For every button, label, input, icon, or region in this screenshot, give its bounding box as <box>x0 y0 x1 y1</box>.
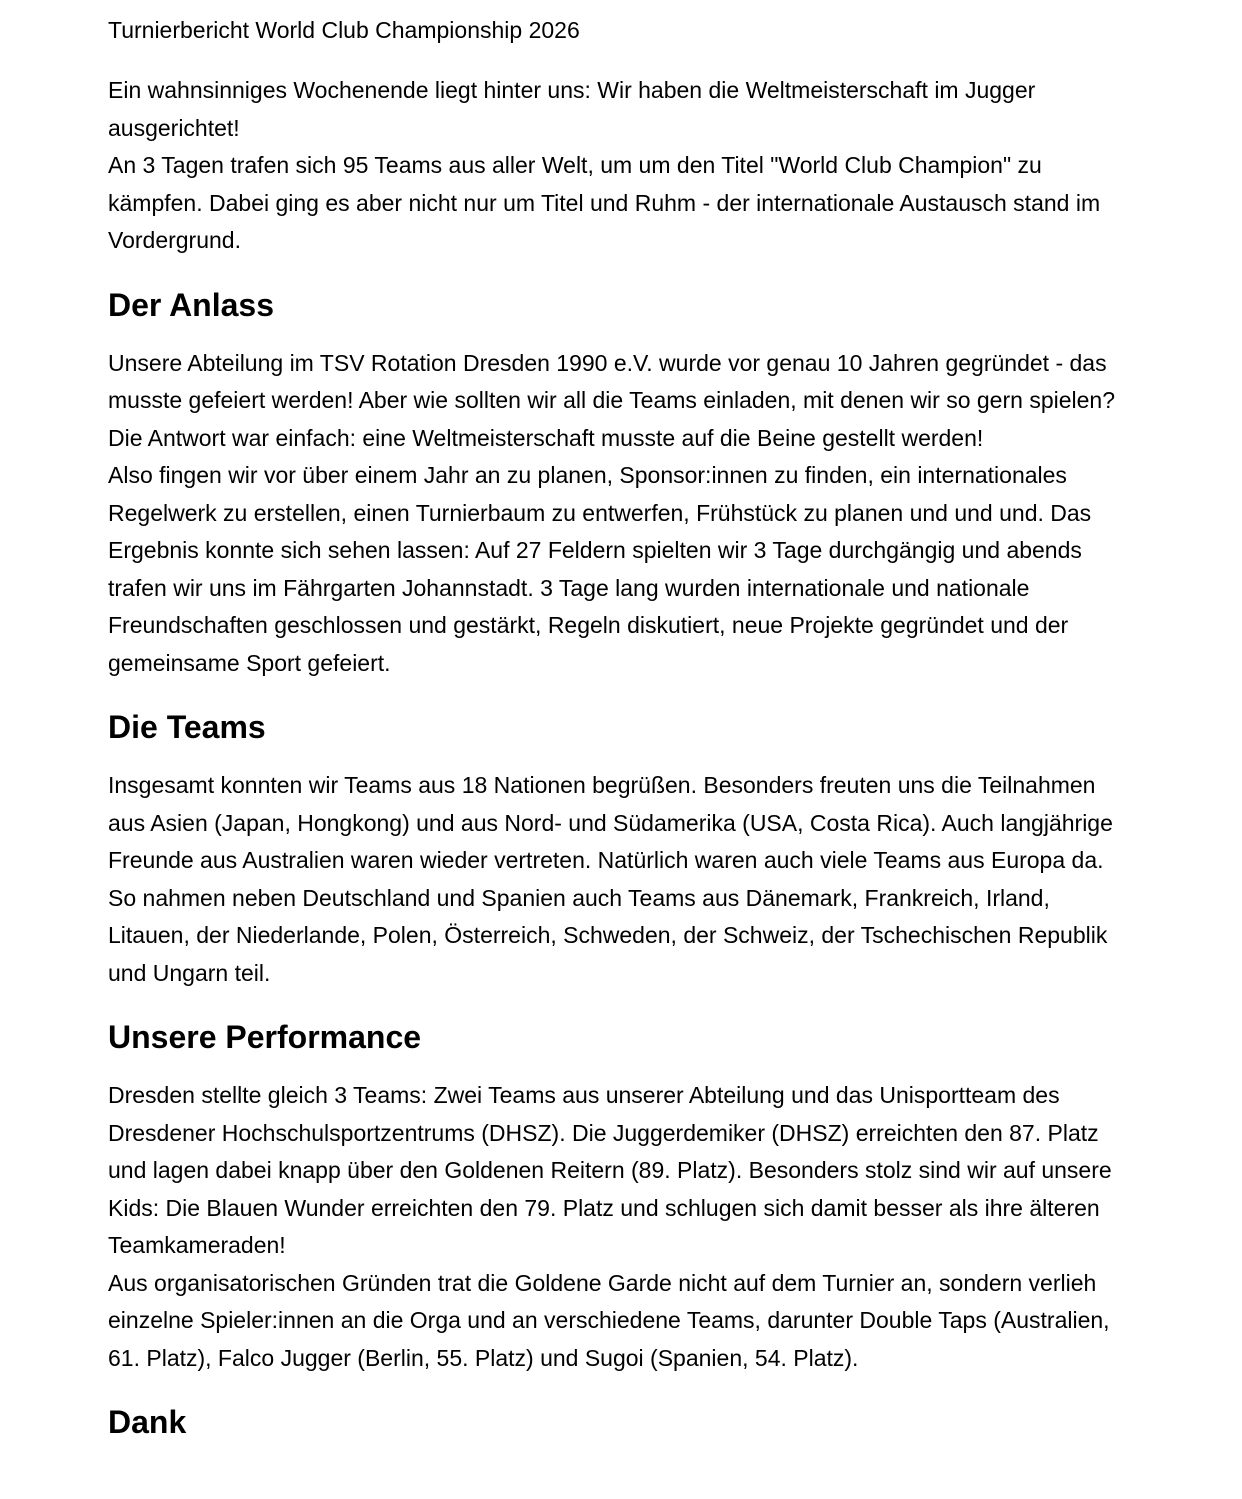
section-heading-anlass: Der Anlass <box>108 286 274 323</box>
section-heading-dank: Dank <box>108 1404 187 1440</box>
section-paragraph: Also fingen wir vor über einem Jahr an zu planen, Sponsor:innen zu finden, ein internationales Regelwerk zu erstellen, einen Turnierbaum zu entwerfen, Frühstück zu planen und und und. Das Ergebnis konnte sich sehen lassen: Auf 27 Feldern spielten wir 3 Tage durchgängig und abends trafen wir uns im Fährgarten Johannstadt. 3 Tage lang wurden internationale und nationale Freundschaften geschlossen und gestärkt, Regeln diskutiert, neue Projekte gegründet und der gemeinsame Sport gefeiert. <box>108 462 1092 676</box>
section-paragraph: Aus organisatorischen Gründen trat die Goldene Garde nicht auf dem Turnier an, sondern verlieh einzelne Spieler:innen an die Orga und an verschiedene Teams, darunter Double Taps (Australien, 61. Platz), Falco Jugger (Berlin, 55. Platz) und Sugoi (Spanien, 54. Platz). <box>108 1269 1110 1371</box>
document-body <box>108 12 1138 1462</box>
section-paragraph: Dresden stellte gleich 3 Teams: Zwei Teams aus unserer Abteilung und das Unisportteam des Dresdener Hochschulsportzentrums (DHSZ). Die Juggerdemiker (DHSZ) erreichten den 87. Platz und lagen dabei knapp über den Goldenen Reitern (89. Platz). Besonders stolz sind wir auf unsere Kids: Die Blauen Wunder erreichten den 79. Platz und schlugen sich damit besser als ihre älteren Teamkameraden! <box>108 1082 1112 1258</box>
section-heading-performance: Unsere Performance <box>108 1019 422 1055</box>
section-paragraph: Insgesamt konnten wir Teams aus 18 Nationen begrüßen. Besonders freuten uns die Teilnahmen aus Asien (Japan, Hongkong) und aus Nord- und Südamerika (USA, Costa Rica). Auch langjährige Freunde aus Australien waren wieder vertreten. Natürlich waren auch viele Teams aus Europa da. So nahmen neben Deutschland und Spanien auch Teams aus Dänemark, Frankreich, Irland, Litauen, der Niederlande, Polen, Österreich, Schweden, der Schweiz, der Tschechischen Republik und Ungarn teil. <box>108 772 1113 986</box>
intro-paragraph: Ein wahnsinniges Wochenende liegt hinter uns: Wir haben die Weltmeisterschaft im Jugger ausgerichtet! <box>108 77 1036 141</box>
document-title: Turnierbericht World Club Championship 2026 <box>108 17 580 43</box>
section-paragraph: Unsere Abteilung im TSV Rotation Dresden 1990 e.V. wurde vor genau 10 Jahren gegründet - das musste gefeiert werden! Aber wie sollten wir all die Teams einladen, mit denen wir so gern spielen? Die Antwort war einfach: eine Weltmeisterschaft musste auf die Beine gestellt werden! <box>108 349 1115 451</box>
intro-paragraph: An 3 Tagen trafen sich 95 Teams aus aller Welt, um um den Titel "World Club Champion" zu kämpfen. Dabei ging es aber nicht nur um Titel und Ruhm - der internationale Austausch stand im Vordergrund. <box>108 152 1101 253</box>
section-heading-teams: Die Teams <box>108 709 266 745</box>
